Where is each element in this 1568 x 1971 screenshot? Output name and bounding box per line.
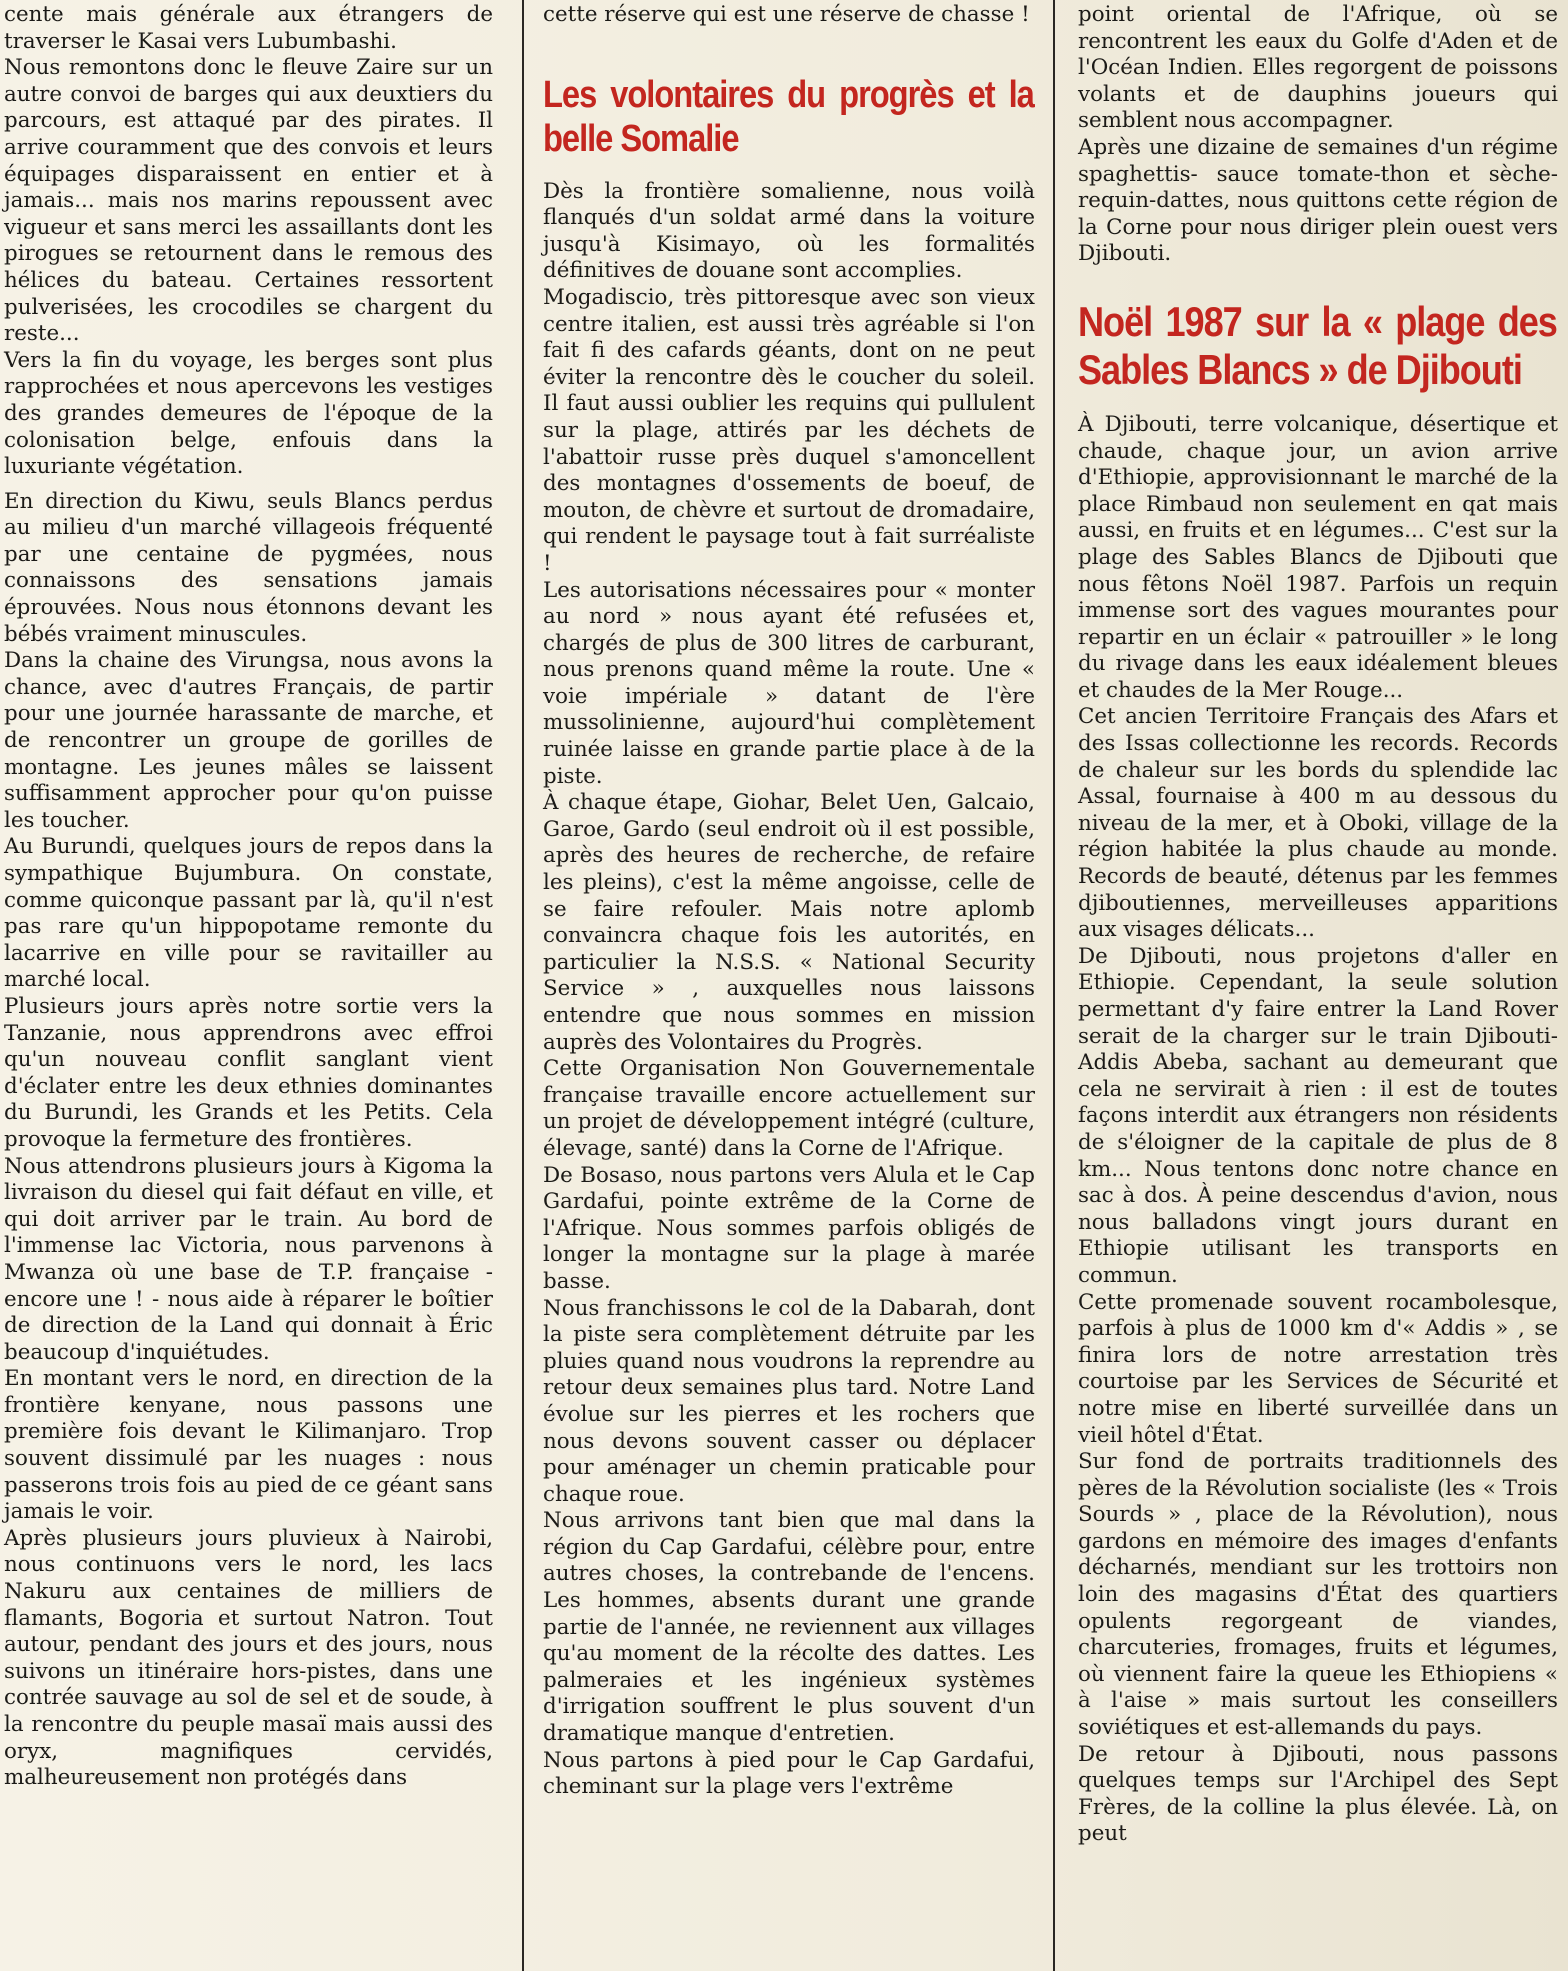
paragraph: cette réserve qui est une réserve de chasse ! (543, 2, 1030, 27)
paragraph: Nous arrivons tant bien que mal dans la région du Cap Gardafui, célèbre pour, entre autres choses, la contrebande de l'encens. Les hommes, absents durant une grande partie de l'année, ne reviennent aux villages qu'au moment de la récolte des dattes. Les palmeraies et les ingénieux systèmes d'irrigation souffrent le plus souvent d'un dramatique manque d'entretien. (543, 1508, 1035, 1747)
paragraph: Cette Organisation Non Gouvernementale française travaille encore actuellement sur un projet de développement intégré (culture, élevage, santé) dans la Corne de l'Afrique. (543, 1056, 1035, 1161)
paragraph: Nous franchissons le col de la Dabarah, dont la piste sera complètement détruite par les pluies quand nous voudrons la reprendre au retour deux semaines plus tard. Notre Land évolue sur les pierres et les rochers que nous devons souvent casser ou déplacer pour aménager un chemin praticable pour chaque roue. (543, 1295, 1035, 1507)
paragraph: Cette promenade souvent rocambolesque, parfois à plus de 1000 km d'« Addis » , se finira lors de notre arrestation très courtoise par les Services de Sécurité et notre mise en liberté surveillée dans un vieil hôtel d'État. (1078, 1289, 1558, 1448)
paragraph: De Bosaso, nous partons vers Alula et le Cap Gardafui, pointe extrême de la Corne de l'Afrique. Nous sommes parfois obligés de longer la montagne sur la plage à marée basse. (543, 1162, 1035, 1294)
paragraph: Vers la fin du voyage, les berges sont plus rapprochées et nous apercevons les vestiges des grandes demeures de l'époque de la colonisation belge, enfouis dans la luxuriante végétation. (4, 347, 493, 480)
paragraph: Au Burundi, quelques jours de repos dans la sympathique Bujumbura. On constate, comme quiconque passant par là, qu'il n'est pas rare qu'un hippopotame remonte du lacarrive en ville pour se ravitailler au marché local. (4, 834, 493, 993)
column-1 (0, 0, 503, 1971)
paragraph: De retour à Djibouti, nous passons quelques temps sur l'Archipel des Sept Frères, de la colline la plus élevée. Là, on peut (1078, 1741, 1558, 1847)
section-heading-djibouti: Noël 1987 sur la « plage des Sables Blancs » de Djibouti (1078, 297, 1557, 393)
paragraph: Dans la chaine des Virungsa, nous avons la chance, avec d'autres Français, de partir pour une journée harassante de marche, et de rencontrer un groupe de gorilles de montagne. Les jeunes mâles se laissent suffisamment approcher pour qu'on puisse les toucher. (4, 648, 493, 833)
paragraph: À Djibouti, terre volcanique, désertique et chaude, chaque jour, un avion arrive d'Ethiopie, approvisionnant le marché de la place Rimbaud non seulement en qat mais aussi, en fruits et en légumes... C'est sur la plage des Sables Blancs de Djibouti que nous fêtons Noël 1987. Parfois un requin immense sort des vagues mourantes pour repartir en un éclair « patrouiller » le long du rivage dans les eaux idéalement bleues et chaudes de la Mer Rouge... (1078, 411, 1558, 703)
column-2 (530, 0, 1045, 1971)
paragraph: Nous partons à pied pour le Cap Gardafui, cheminant sur la plage vers l'extrême (543, 1747, 1035, 1800)
paragraph: Sur fond de portraits traditionnels des pères de la Révolution socialiste (les « Trois Sourds » , place de la Révolution), nous gardons en mémoire des images d'enfants décharnés, mendiant sur les trottoirs non loin des magasins d'État des quartiers opulents regorgeant de viandes, charcuteries, fromages, fruits et légumes, où viennent faire la queue les Ethiopiens « à l'aise » mais surtout les conseillers soviétiques et est-allemands du pays. (1078, 1449, 1558, 1741)
column-rule (522, 0, 524, 1971)
paragraph: Mogadiscio, très pittoresque avec son vieux centre italien, est aussi très agréable si l'on fait fi des cafards géants, dont on ne peut éviter la rencontre dès le coucher du soleil. Il faut aussi oublier les requins qui pullulent sur la plage, attirés par les déchets de l'abattoir russe près duquel s'amoncellent des montagnes d'ossements de boeuf, de mouton, de chèvre et surtout de dromadaire, qui rendent le paysage tout à fait surréaliste ! (543, 284, 1035, 576)
paragraph: Après une dizaine de semaines d'un régime spaghettis- sauce tomate-thon et sèche-requin-dattes, nous quittons cette région de la Corne pour nous diriger plein ouest vers Djibouti. (1078, 134, 1558, 267)
paragraph: Les autorisations nécessaires pour « monter au nord » nous ayant été refusées et, chargés de plus de 300 litres de carburant, nous prenons quand même la route. Une « voie impériale » datant de l'ère mussolinienne, aujourd'hui complètement ruinée laisse en grande partie place à de la piste. (543, 577, 1035, 789)
column-3 (1070, 0, 1568, 1971)
column-rule (1053, 0, 1055, 1971)
paragraph: Après plusieurs jours pluvieux à Nairobi, nous continuons vers le nord, les lacs Nakuru aux centaines de milliers de flamants, Bogoria et surtout Natron. Tout autour, pendant des jours et des jours, nous suivons un itinéraire hors-pistes, dans une contrée sauvage au sol de sel et de soude, à la rencontre du peuple masaï mais aussi des oryx, magnifiques cervidés, malheureusement non protégés dans (4, 1525, 493, 1791)
paragraph: Cet ancien Territoire Français des Afars et des Issas collectionne les records. Records de chaleur sur les bords du splendide lac Assal, fournaise à 400 m au dessous du niveau de la mer, et à Oboki, village de la région habitée la plus chaude au monde. Records de beauté, détenus par les femmes djiboutiennes, merveilleuses apparitions aux visages délicats... (1078, 704, 1558, 943)
paragraph: De Djibouti, nous projetons d'aller en Ethiopie. Cependant, la seule solution permettant d'y faire entrer la Land Rover serait de la charger sur le train Djibouti-Addis Abeba, sachant au demeurant que cela ne servirait à rien : il est de toutes façons interdit aux étrangers non résidents de s'éloigner de la capitale de plus de 8 km... Nous tentons donc notre chance en sac à dos. À peine descendus d'avion, nous nous balladons vingt jours durant en Ethiopie utilisant les transports en commun. (1078, 943, 1558, 1288)
paragraph: point oriental de l'Afrique, où se rencontrent les eaux du Golfe d'Aden et de l'Océan Indien. Elles regorgent de poissons volants et de dauphins joueurs qui semblent nous accompagner. (1078, 2, 1558, 134)
paragraph: cente mais générale aux étrangers de traverser le Kasai vers Lubumbashi. (4, 2, 493, 54)
paragraph: Dès la frontière somalienne, nous voilà flanqués d'un soldat armé dans la voiture jusqu'à Kisimayo, où les formalités définitives de douane sont accomplies. (543, 178, 1035, 284)
section-heading-somalie: Les volontaires du progrès et la belle Somalie (543, 73, 1034, 160)
paragraph: Nous attendrons plusieurs jours à Kigoma la livraison du diesel qui fait défaut en ville, et qui doit arriver par le train. Au bord de l'immense lac Victoria, nous parvenons à Mwanza où une base de T.P. française - encore une ! - nous aide à réparer le boîtier de direction de la Land qui donnait à Éric beaucoup d'inquiétudes. (4, 1153, 493, 1365)
paragraph: Nous remontons donc le fleuve Zaire sur un autre convoi de barges qui aux deuxtiers du parcours, est attaqué par des pirates. Il arrive couramment que des convois et leurs équipages disparaissent en entier et à jamais... mais nos marins repoussent avec vigueur et sans merci les assaillants dont les pirogues se retournent dans le remous des hélices du bateau. Certaines ressortent pulverisées, les crocodiles se chargent du reste... (4, 55, 493, 347)
paragraph: En direction du Kiwu, seuls Blancs perdus au milieu d'un marché villageois fréquenté par une centaine de pygmées, nous connaissons des sensations jamais éprouvées. Nous nous étonnons devant les bébés vraiment minuscules. (4, 488, 493, 647)
paragraph: À chaque étape, Giohar, Belet Uen, Galcaio, Garoe, Gardo (seul endroit où il est possible, après des heures de recherche, de refaire les pleins), c'est la même angoisse, celle de se faire refouler. Mais notre aplomb convaincra chaque fois les autorités, en particulier la N.S.S. « National Security Service » , auxquelles nous laissons entendre que nous sommes en mission auprès des Volontaires du Progrès. (543, 790, 1035, 1055)
paragraph: En montant vers le nord, en direction de la frontière kenyane, nous passons une première fois devant le Kilimanjaro. Trop souvent dissimulé par les nuages : nous passerons trois fois au pied de ce géant sans jamais le voir. (4, 1366, 493, 1525)
paragraph: Plusieurs jours après notre sortie vers la Tanzanie, nous apprendrons avec effroi qu'un nouveau conflit sanglant vient d'éclater entre les deux ethnies dominantes du Burundi, les Grands et les Petits. Cela provoque la fermeture des frontières. (4, 993, 493, 1152)
